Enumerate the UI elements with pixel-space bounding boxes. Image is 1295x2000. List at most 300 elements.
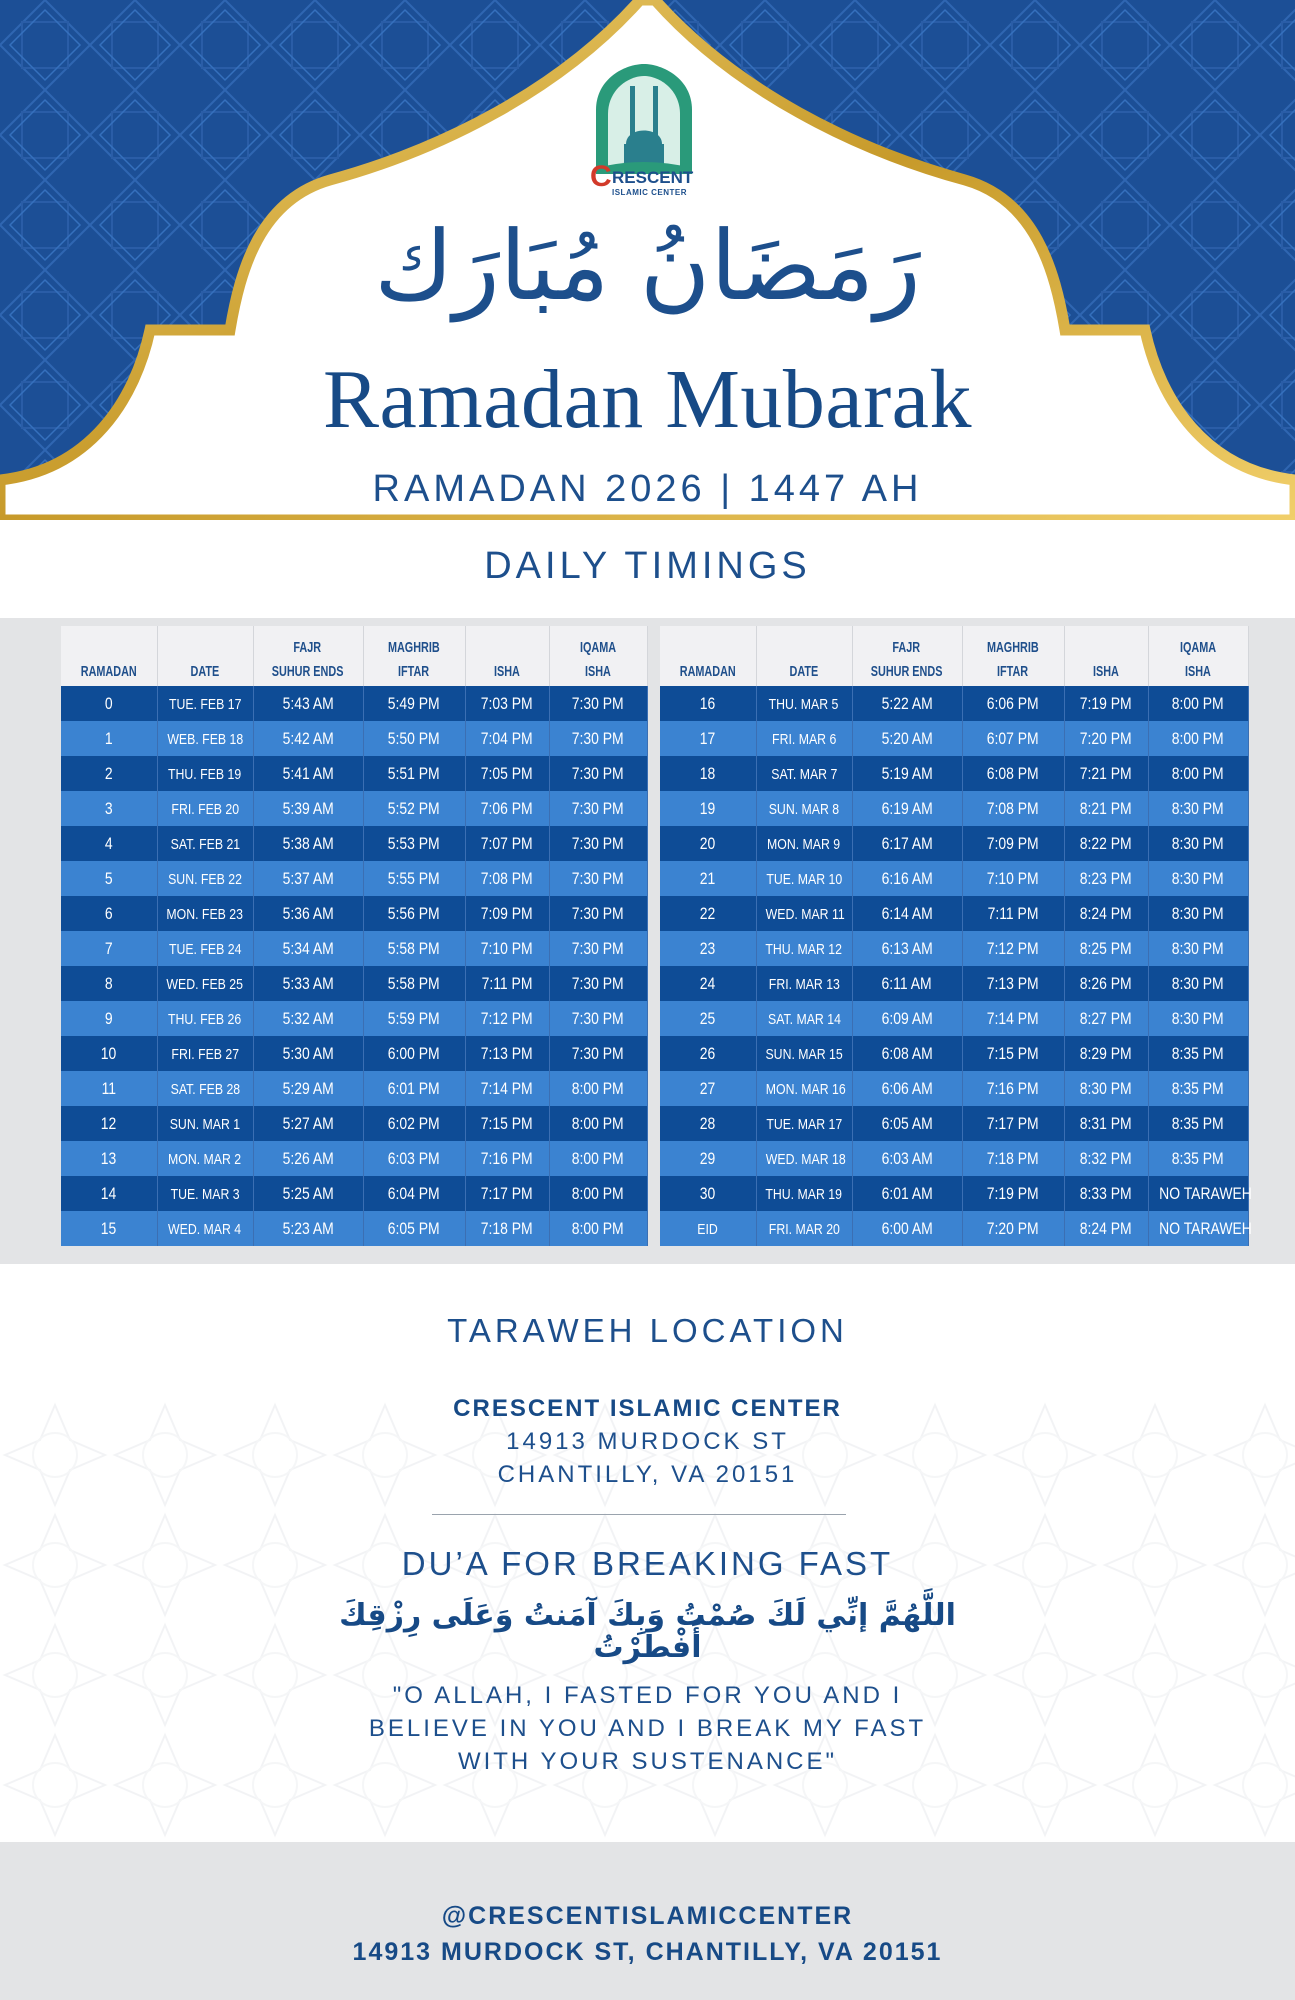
column-header-label (76, 636, 142, 684)
cell-text: 6:04 PM (388, 1183, 440, 1203)
table-cell (549, 1106, 647, 1141)
table-cell (61, 896, 157, 931)
table-cell (660, 861, 756, 896)
cell-text: 5:20 AM (881, 728, 933, 748)
cell-text: 6:05 AM (881, 1113, 933, 1133)
cell-text: FRI. MAR 13 (768, 975, 840, 993)
table-cell (756, 756, 852, 791)
cell-text: 7:16 PM (987, 1078, 1039, 1098)
table-cell (465, 1106, 549, 1141)
location-city: CHANTILLY, VA 20151 (497, 1461, 798, 1488)
table-cell (465, 1071, 549, 1106)
table-cell (253, 896, 363, 931)
cell-text: 5:33 AM (282, 973, 334, 993)
cell-text: 7:14 PM (987, 1008, 1039, 1028)
cell-text: 8:00 PM (1172, 763, 1224, 783)
cell-text: SUN. MAR 8 (768, 800, 840, 818)
column-header-label (675, 636, 741, 684)
table-cell (363, 1211, 465, 1246)
table-row (61, 1001, 647, 1036)
table-cell (756, 1001, 852, 1036)
cell-text: 6:08 AM (881, 1043, 933, 1063)
cell-text: 8:24 PM (1080, 903, 1132, 923)
table-cell (253, 1071, 363, 1106)
table-cell (549, 686, 647, 721)
column-header-label (865, 636, 949, 684)
cell-text: 8:00 PM (572, 1078, 624, 1098)
table-row (61, 1211, 647, 1246)
cell-text: 7:08 PM (987, 798, 1039, 818)
table-cell (465, 756, 549, 791)
table-cell (1148, 931, 1248, 966)
table-cell (61, 1036, 157, 1071)
column-header-line2: DATE (789, 663, 819, 680)
column-header-line2: ISHA (585, 663, 611, 680)
table-cell (852, 896, 962, 931)
table-cell (253, 1211, 363, 1246)
table-cell (660, 1141, 756, 1176)
table-cell (1064, 1176, 1148, 1211)
table-cell (660, 896, 756, 931)
table-cell (549, 896, 647, 931)
cell-text: 5:52 PM (388, 798, 440, 818)
cell-text: THU. MAR 19 (765, 1185, 843, 1203)
cell-text: 7:08 PM (481, 868, 533, 888)
table-cell (61, 791, 157, 826)
table-row (660, 966, 1248, 1001)
table-cell (1064, 1106, 1148, 1141)
cell-text: SAT. FEB 21 (170, 835, 240, 853)
cell-text: 7:30 PM (572, 798, 624, 818)
table-cell (549, 1001, 647, 1036)
table-row (660, 686, 1248, 721)
cell-text: 7:30 PM (572, 1043, 624, 1063)
table-cell (465, 1036, 549, 1071)
dua-arabic-line: أَفْطَرْتُ (593, 1630, 702, 1665)
table-cell (465, 861, 549, 896)
cell-text: 6:00 AM (881, 1218, 933, 1238)
table-cell (756, 861, 852, 896)
table-cell (61, 861, 157, 896)
cell-text: SAT. FEB 28 (170, 1080, 240, 1098)
cell-text: SUN. FEB 22 (168, 870, 242, 888)
cell-text: 5:36 AM (282, 903, 334, 923)
cell-text: 7 (104, 938, 113, 958)
cell-text: 7:30 PM (572, 763, 624, 783)
cell-text: 5:51 PM (388, 763, 440, 783)
table-cell (157, 1106, 253, 1141)
table-cell (852, 1176, 962, 1211)
column-header-label (188, 636, 222, 684)
table-cell (1148, 826, 1248, 861)
cell-text: 6:05 PM (388, 1218, 440, 1238)
cell-text: 8:35 PM (1172, 1043, 1224, 1063)
table-cell (660, 966, 756, 1001)
table-cell (1148, 756, 1248, 791)
table-cell (962, 1071, 1064, 1106)
cell-text: 7:12 PM (987, 938, 1039, 958)
column-header (465, 626, 549, 686)
cell-text: 8:24 PM (1080, 1218, 1132, 1238)
cell-text: 22 (699, 903, 716, 923)
table-row (61, 791, 647, 826)
cell-text: 6:16 AM (881, 868, 933, 888)
column-header-line1: MAGHRIB (987, 639, 1039, 656)
table-cell (756, 1106, 852, 1141)
cell-text: 7:21 PM (1080, 763, 1132, 783)
table-cell (962, 931, 1064, 966)
table-cell (61, 1211, 157, 1246)
cell-text: 5:50 PM (388, 728, 440, 748)
cell-text: 5:27 AM (282, 1113, 334, 1133)
table-cell (549, 966, 647, 1001)
dua-arabic-text (300, 1600, 995, 1664)
cell-text: 6:03 AM (881, 1148, 933, 1168)
table-cell (962, 1211, 1064, 1246)
cell-text: 6:09 AM (881, 1008, 933, 1028)
social-handle[interactable]: @CRESCENTISLAMICCENTER (441, 1902, 854, 1930)
cell-text: 7:30 PM (572, 1008, 624, 1028)
column-header (756, 626, 852, 686)
table-cell (157, 896, 253, 931)
table-cell (363, 791, 465, 826)
cell-text: 8:27 PM (1080, 1008, 1132, 1028)
table-cell (1064, 1001, 1148, 1036)
cell-text: 8 (104, 973, 113, 993)
table-cell (549, 1176, 647, 1211)
table-cell (1148, 1141, 1248, 1176)
cell-text: 5:37 AM (282, 868, 334, 888)
column-header-label (1091, 636, 1121, 684)
table-row (61, 861, 647, 896)
table-cell (465, 721, 549, 756)
table-cell (852, 1071, 962, 1106)
cell-text: 27 (699, 1078, 716, 1098)
cell-text: 6:06 PM (987, 693, 1039, 713)
table-row (660, 1036, 1248, 1071)
table-row (660, 1001, 1248, 1036)
column-header (852, 626, 962, 686)
table-cell (465, 1176, 549, 1211)
table-cell (549, 791, 647, 826)
column-header (363, 626, 465, 686)
cell-text: 7:03 PM (481, 693, 533, 713)
cell-text: 5:49 PM (388, 693, 440, 713)
table-row (61, 826, 647, 861)
table-cell (756, 721, 852, 756)
table-cell (157, 756, 253, 791)
table-header-row (660, 626, 1248, 686)
table-cell (253, 791, 363, 826)
table-cell (660, 1071, 756, 1106)
table-cell (1148, 1001, 1248, 1036)
cell-text: 6:03 PM (388, 1148, 440, 1168)
cell-text: 8:30 PM (1080, 1078, 1132, 1098)
table-cell (1064, 826, 1148, 861)
table-cell (756, 1176, 852, 1211)
table-row (61, 756, 647, 791)
table-cell (157, 826, 253, 861)
cell-text: MON. MAR 2 (168, 1150, 242, 1168)
cell-text: 5:58 PM (388, 938, 440, 958)
cell-text: MON. MAR 9 (767, 835, 841, 853)
table-row (61, 721, 647, 756)
table-header-row (61, 626, 647, 686)
table-cell (1064, 1071, 1148, 1106)
dua-translation-line: "O ALLAH, I FASTED FOR YOU AND I (392, 1682, 903, 1709)
cell-text: 7:04 PM (481, 728, 533, 748)
table-row (61, 1176, 647, 1211)
table-row (660, 896, 1248, 931)
table-cell (61, 686, 157, 721)
table-cell (756, 791, 852, 826)
table-cell (363, 966, 465, 1001)
cell-text: 7:18 PM (481, 1218, 533, 1238)
cell-text: NO TARAWEH (1158, 1218, 1252, 1238)
cell-text: 7:09 PM (481, 903, 533, 923)
cell-text: NO TARAWEH (1158, 1183, 1252, 1203)
table-cell (549, 931, 647, 966)
column-header-line2: RAMADAN (80, 663, 137, 680)
table-cell (157, 721, 253, 756)
table-cell (1064, 931, 1148, 966)
column-header-line1: FAJR (294, 639, 322, 656)
table-cell (756, 1211, 852, 1246)
cell-text: 1 (104, 728, 113, 748)
cell-text: SUN. MAR 15 (765, 1045, 843, 1063)
cell-text: THU. FEB 26 (168, 1010, 242, 1028)
cell-text: 7:30 PM (572, 868, 624, 888)
table-cell (852, 721, 962, 756)
table-cell (61, 931, 157, 966)
cell-text: 19 (699, 798, 716, 818)
column-header-line2: DATE (190, 663, 220, 680)
table-cell (549, 1071, 647, 1106)
logo-subtitle: ISLAMIC CENTER (612, 188, 687, 197)
table-cell (756, 1036, 852, 1071)
timings-table-right (660, 626, 1252, 1246)
cell-text: 7:14 PM (481, 1078, 533, 1098)
cell-text: FRI. MAR 20 (768, 1220, 840, 1238)
cell-text: 7:15 PM (987, 1043, 1039, 1063)
table-row (660, 1106, 1248, 1141)
cell-text: SUN. MAR 1 (169, 1115, 241, 1133)
table-cell (157, 1071, 253, 1106)
cell-text: WEB. FEB 18 (167, 730, 243, 748)
cell-text: 7:15 PM (481, 1113, 533, 1133)
table-cell (852, 1141, 962, 1176)
table-cell (962, 896, 1064, 931)
cell-text: 6:01 PM (388, 1078, 440, 1098)
cell-text: THU. MAR 12 (765, 940, 843, 958)
cell-text: 8:35 PM (1172, 1148, 1224, 1168)
table-cell (1148, 1211, 1252, 1246)
table-cell (61, 1071, 157, 1106)
table-cell (157, 966, 253, 1001)
column-header-label (787, 636, 821, 684)
page-title: Ramadan Mubarak (323, 353, 972, 446)
cell-text: TUE. FEB 24 (168, 940, 242, 958)
dua-arabic-line: اللَّهُمَّ إنِّي لَكَ صُمْتُ وَبِكَ آمَنتُ وَعَلَى رِزْقِكَ (339, 1598, 956, 1633)
table-cell (465, 686, 549, 721)
table-cell (253, 826, 363, 861)
daily-timings-heading: DAILY TIMINGS (484, 545, 811, 587)
table-cell (253, 1176, 363, 1211)
cell-text: 5:38 AM (282, 833, 334, 853)
table-cell (363, 1176, 465, 1211)
cell-text: 8:00 PM (1172, 728, 1224, 748)
dua-translation-line: BELIEVE IN YOU AND I BREAK MY FAST (368, 1715, 927, 1742)
cell-text: 8:30 PM (1172, 868, 1224, 888)
table-cell (756, 896, 852, 931)
table-row (61, 1106, 647, 1141)
cell-text: 8:00 PM (572, 1113, 624, 1133)
table-cell (253, 966, 363, 1001)
table-cell (962, 966, 1064, 1001)
cell-text: 8:33 PM (1080, 1183, 1132, 1203)
cell-text: 7:09 PM (987, 833, 1039, 853)
column-header-line2: ISHA (1093, 663, 1119, 680)
cell-text: 7:19 PM (1080, 693, 1132, 713)
cell-text: 24 (699, 973, 716, 993)
table-cell (465, 931, 549, 966)
table-cell (465, 1141, 549, 1176)
cell-text: 14 (100, 1183, 117, 1203)
cell-text: 5:22 AM (881, 693, 933, 713)
table-cell (1064, 1211, 1148, 1246)
cell-text: 8:00 PM (1172, 693, 1224, 713)
cell-text: 5:34 AM (282, 938, 334, 958)
table-cell (660, 721, 756, 756)
column-header (157, 626, 253, 686)
cell-text: 5:58 PM (388, 973, 440, 993)
column-header-line2: ISHA (1185, 663, 1211, 680)
column-header (549, 626, 647, 686)
cell-text: 7:30 PM (572, 938, 624, 958)
cell-text: 25 (699, 1008, 716, 1028)
column-header-line1: IQAMA (579, 639, 617, 656)
cell-text: 15 (100, 1218, 117, 1238)
table-cell (1148, 966, 1248, 1001)
cell-text: 6:11 AM (881, 973, 933, 993)
cell-text: 7:30 PM (572, 728, 624, 748)
logo-name: RESCENT (612, 168, 694, 187)
table-cell (852, 1211, 962, 1246)
cell-text: 13 (100, 1148, 117, 1168)
taraweh-heading: TARAWEH LOCATION (447, 1312, 848, 1349)
cell-text: 7:11 PM (987, 903, 1039, 923)
cell-text: 3 (104, 798, 113, 818)
column-header (962, 626, 1064, 686)
table-cell (363, 826, 465, 861)
table-cell (549, 826, 647, 861)
table-cell (1148, 1036, 1248, 1071)
cell-text: 7:20 PM (1080, 728, 1132, 748)
cell-text: 18 (699, 763, 716, 783)
column-header-label (1177, 636, 1220, 684)
table-cell (1148, 791, 1248, 826)
dua-translation-line: WITH YOUR SUSTENANCE" (457, 1748, 838, 1775)
column-header-line1: FAJR (893, 639, 921, 656)
table-cell (660, 791, 756, 826)
table-cell (549, 756, 647, 791)
table-cell (363, 756, 465, 791)
cell-text: 10 (100, 1043, 117, 1063)
table-cell (61, 1106, 157, 1141)
timings-table-left (61, 626, 648, 1246)
table-cell (962, 1001, 1064, 1036)
cell-text: 6:14 AM (881, 903, 933, 923)
column-header-line2: ISHA (494, 663, 520, 680)
cell-text: 2 (104, 763, 113, 783)
cell-text: 8:23 PM (1080, 868, 1132, 888)
column-header-label (384, 636, 445, 684)
table-cell (1064, 966, 1148, 1001)
cell-text: 6:19 AM (881, 798, 933, 818)
cell-text: 8:00 PM (572, 1183, 624, 1203)
cell-text: 8:00 PM (572, 1218, 624, 1238)
table-cell (660, 686, 756, 721)
table-cell (1064, 721, 1148, 756)
cell-text: THU. MAR 5 (769, 695, 839, 713)
cell-text: WED. MAR 4 (168, 1220, 242, 1238)
column-header-label (492, 636, 522, 684)
table-cell (852, 1106, 962, 1141)
table-cell (962, 1036, 1064, 1071)
column-header (253, 626, 363, 686)
table-cell (363, 896, 465, 931)
cell-text: 5:32 AM (282, 1008, 334, 1028)
cell-text: 8:29 PM (1080, 1043, 1132, 1063)
page-subtitle: RAMADAN 2026 | 1447 AH (372, 468, 923, 510)
table-row (660, 1141, 1248, 1176)
cell-text: 5:30 AM (282, 1043, 334, 1063)
table-cell (852, 686, 962, 721)
cell-text: MON. MAR 16 (765, 1080, 846, 1098)
cell-text: 20 (699, 833, 716, 853)
table-cell (61, 1141, 157, 1176)
table-cell (253, 756, 363, 791)
table-cell (253, 721, 363, 756)
cell-text: 8:31 PM (1080, 1113, 1132, 1133)
cell-text: 7:30 PM (572, 833, 624, 853)
table-cell (253, 1036, 363, 1071)
column-header (61, 626, 157, 686)
table-cell (962, 1141, 1064, 1176)
cell-text: 12 (100, 1113, 117, 1133)
table-cell (61, 826, 157, 861)
table-cell (852, 1036, 962, 1071)
table-cell (962, 861, 1064, 896)
cell-text: WED. MAR 11 (765, 905, 845, 923)
table-cell (660, 826, 756, 861)
cell-text: 7:05 PM (481, 763, 533, 783)
column-header-label (266, 636, 350, 684)
cell-text: 7:13 PM (481, 1043, 533, 1063)
table-row (660, 721, 1248, 756)
arabic-title: رَمَضَانُ مُبَارَك (374, 210, 921, 322)
cell-text: 5:42 AM (282, 728, 334, 748)
footer-address: 14913 MURDOCK ST, CHANTILLY, VA 20151 (352, 1938, 943, 1966)
table-cell (253, 1141, 363, 1176)
cell-text: 7:18 PM (987, 1148, 1039, 1168)
table-cell (253, 931, 363, 966)
table-cell (253, 686, 363, 721)
cell-text: 8:35 PM (1172, 1113, 1224, 1133)
table-row (61, 686, 647, 721)
table-cell (1148, 721, 1248, 756)
table-cell (1064, 1141, 1148, 1176)
